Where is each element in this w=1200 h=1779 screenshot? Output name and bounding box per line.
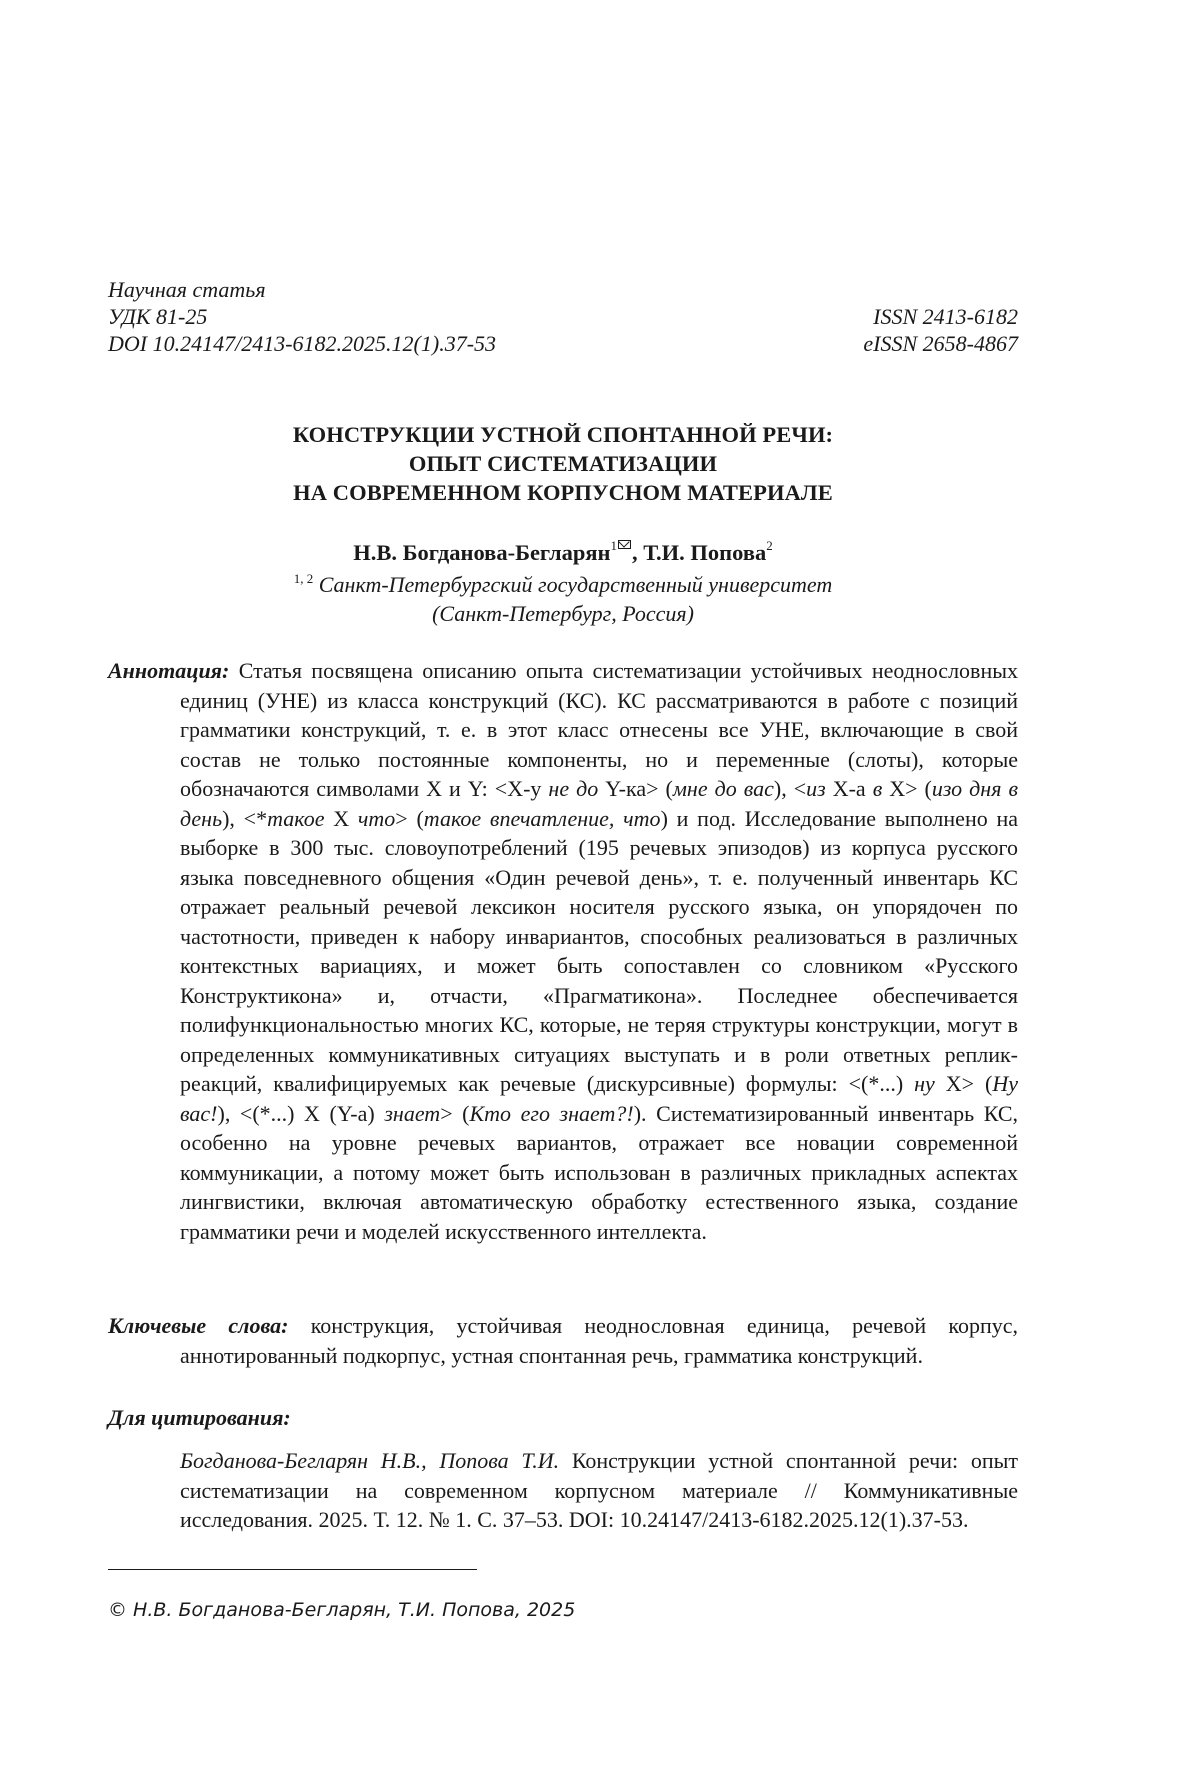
abstract — [108, 656, 1018, 1246]
affiliation-line-2: (Санкт-Петербург, Россия) — [432, 601, 694, 626]
abstract-label: Аннотация: — [108, 658, 230, 683]
abstract-text: Аннотация: Статья посвящена описанию опыта систематизации устойчивых неоднословных единиц (УНЕ) из класса конструкций (КС). КС рассматриваются в работе с позиций грамматики конструкций, т. е. в этот класс отнесены все УНЕ, включающие в свой состав не только постоянные компоненты, но и переменные (слоты), которые обозначаются символами X и Y: <X-у не до Y-ка> (мне до вас), <из X-а в X> (изо дня в день), <*такое X что> (такое впечатление, что) и под. Исследование выполнено на выборке в 300 тыс. словоупотреблений (195 речевых эпизодов) из корпуса русского языка повседневного общения «Один речевой день», т. е. полученный инвентарь КС отражает реальный речевой лексикон носителя русского языка, он упорядочен по частотности, приведен к набору инвариантов, способных реализоваться в различных контекстных вариациях, и может быть сопоставлен со словником «Русского Конструктикона» и, отчасти, «Прагматикона». Последнее обеспечивается полифункциональностью многих КС, которые, не теряя структуры конструкции, могут в определенных коммуникативных ситуациях выступать и в роли ответных реплик-реакций, квалифицируемых как речевые (дискурсивные) формулы: <(*...) ну X> (Ну вас!), <(*...) X (Y-а) знает> (Кто его знает?!). Систематизированный инвентарь КС, особенно на уровне речевых вариантов, отражает все новации современной коммуникации, а потому может быть использован в различных прикладных аспектах лингвистики, включая автоматическую обработку естественного языка, создание грамматики речи и моделей искусственного интеллекта. — [108, 658, 1019, 1244]
doi: DOI 10.24147/2413-6182.2025.12(1).37-53 — [108, 331, 497, 356]
keywords-text — [108, 1311, 1018, 1370]
title-line-2: ОПЫТ СИСТЕМАТИЗАЦИИ — [408, 451, 718, 476]
envelope-icon[interactable] — [618, 540, 631, 549]
author-1-affil: 1 — [610, 538, 618, 553]
keywords-label: Ключевые слова: — [108, 1313, 289, 1338]
article-header — [108, 276, 1018, 357]
author-2-affil: 2 — [766, 538, 773, 553]
keywords-list: конструкция, устойчивая неоднословная единица, речевой корпус, аннотированный подкорпус, устная спонтанная речь, грамматика конструкций. — [180, 1313, 1018, 1368]
author-2: Т.И. Попова — [643, 540, 767, 565]
authors — [108, 538, 1018, 567]
affiliation — [108, 570, 1018, 628]
citation-authors: Богданова-Бегларян Н.В., Попова Т.И. — [180, 1448, 560, 1473]
author-1: Н.В. Богданова-Бегларян — [353, 540, 611, 565]
copyright: © Н.В. Богданова-Бегларян, Т.И. Попова, 2025 — [108, 1599, 576, 1621]
title-line-3: НА СОВРЕМЕННОМ КОРПУСНОМ МАТЕРИАЛЕ — [293, 480, 833, 505]
keywords — [108, 1311, 1018, 1370]
citation-label: Для цитирования: — [108, 1405, 291, 1430]
affiliation-line-1: Санкт-Петербургский государственный университет — [313, 572, 833, 597]
article-title — [108, 420, 1018, 507]
issn: ISSN 2413-6182 — [873, 304, 1018, 329]
citation-body: Конструкции устной спонтанной речи: опыт систематизации на современном корпусном материале // Коммуникативные исследования. 2025. Т. 12. № 1. С. 37–53. DOI: 10.24147/2413-6182.2025.12(1).37-53. — [180, 1448, 1018, 1532]
udc-code: УДК 81-25 — [108, 304, 208, 329]
footnote-divider — [108, 1569, 477, 1570]
eissn: eISSN 2658-4867 — [863, 331, 1018, 356]
article-type: Научная статья — [108, 277, 266, 302]
affiliation-sup: 1, 2 — [293, 571, 314, 586]
title-line-1: КОНСТРУКЦИИ УСТНОЙ СПОНТАННОЙ РЕЧИ: — [292, 422, 834, 447]
author-separator: , — [632, 540, 644, 565]
citation-text — [180, 1446, 1018, 1535]
